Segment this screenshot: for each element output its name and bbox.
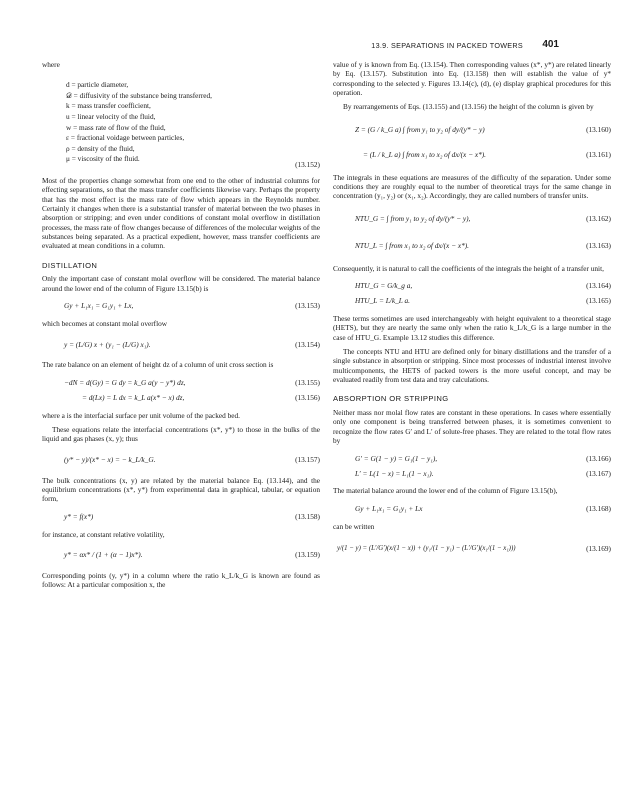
equation-number: (13.167) xyxy=(586,468,611,478)
equation: −dN = d(Gy) = G dy = k_G a(y − y*) dz, xyxy=(64,377,186,387)
equation-row xyxy=(333,208,611,230)
paragraph: The bulk concentrations (x, y) are related by the material balance Eq. (13.144), and the equilibrium concentrations (x*, y*) from experimental data in graphical, tabular, or equation form, xyxy=(42,475,320,504)
paragraph: Corresponding points (y, y*) in a column where the ratio k_L/k_G is known are found as follows: At a particular composition x, the xyxy=(42,570,320,590)
equation-number: (13.161) xyxy=(586,149,611,159)
paragraph: These equations relate the interfacial concentrations (x*, y*) to those in the bulks of the liquid and gas phases (x, y); thus xyxy=(42,424,320,444)
definition-item: k = mass transfer coefficient, xyxy=(66,101,151,111)
equation-number: (13.163) xyxy=(586,240,611,250)
paragraph: for instance, at constant relative volatility, xyxy=(42,529,165,539)
equation-row xyxy=(333,280,611,292)
paragraph: The material balance around the lower end of the column of Figure 13.15(b), xyxy=(333,486,558,496)
equation: L′ = L(1 − x) = L₁(1 − x₁). xyxy=(355,468,434,478)
paragraph: Consequently, it is natural to call the coefficients of the integrals the height of a transfer unit, xyxy=(333,263,604,273)
equation: (y* − y)/(x* − x) = − k_L/k_G. xyxy=(64,454,156,464)
definition-item: ε = fractional voidage between particles, xyxy=(66,133,185,143)
where-label: where xyxy=(42,60,60,69)
equation-row xyxy=(42,511,320,523)
paragraph: Most of the properties change somewhat from one end to the other of industrial columns for effecting separations, so that the mass transfer coefficients likewise vary. Perhaps the property that has the most effect is the mass rate of flow which appears in the Reynolds number. Certainly it changes when there is a substantial transfer of material between the two phases in absorption or stripping; and even under conditions of constant molal overflow in distillation processes, the mass rate of flow changes because of differences of the molecular weights of the substances being separated. As a practical expedient, however, mass transfer coefficients are evaluated at mean conditions in a column. xyxy=(42,175,320,251)
equation: G′ = G(1 − y) = G₁(1 − y₁), xyxy=(355,453,438,463)
definition-item: u = linear velocity of the fluid, xyxy=(66,112,156,122)
equation-number: (13.169) xyxy=(586,544,611,554)
paragraph: Only the important case of constant molal overflow will be considered. The material balance around the lower end of the column of Figure 13.15(b) is xyxy=(42,274,320,293)
equation: NTU_G = ∫ from y₁ to y₂ of dy/(y* − y), xyxy=(355,213,471,223)
section-heading: ABSORPTION OR STRIPPING xyxy=(333,394,449,404)
equation-number: (13.153) xyxy=(295,301,320,311)
paragraph: which becomes at constant molal overflow xyxy=(42,318,168,328)
equation-number: (13.164) xyxy=(586,281,611,291)
equation-row xyxy=(42,377,320,389)
equation-row xyxy=(42,546,320,564)
equation-row xyxy=(42,335,320,353)
paragraph: where a is the interfacial surface per unit volume of the packed bed. xyxy=(42,410,240,420)
equation-row xyxy=(333,452,611,464)
equation-row xyxy=(42,392,320,404)
equation-row xyxy=(333,295,611,307)
equation-number: (13.165) xyxy=(586,296,611,306)
definition-item: w = mass rate of flow of the fluid, xyxy=(66,122,166,132)
equation: Gy + L₁x₁ = G₁y₁ + Lx, xyxy=(64,301,134,311)
equation: y = (L/G) x + (y₁ − (L/G) x₁). xyxy=(64,339,151,349)
paragraph: The concepts NTU and HTU are defined only for binary distillations and the transfer of a single substance in absorption or stripping. Since most processes of industrial interest involve multicomponents, the HETS of packed towers is the more useful concept, and may be evaluated readily from test data and tray calculations. xyxy=(333,346,611,384)
definitions-block xyxy=(42,76,320,169)
equation-number: (13.166) xyxy=(586,453,611,463)
equation-row xyxy=(333,467,611,479)
definition-item: ρ = density of the fluid, xyxy=(66,143,135,153)
equation-number: (13.158) xyxy=(295,511,320,521)
equation: y* = f(x*) xyxy=(64,511,94,521)
equation: HTU_L = L/k_L a. xyxy=(355,296,410,306)
section-title: 13.9. SEPARATIONS IN PACKED TOWERS xyxy=(371,41,523,50)
equation-number: (13.152) xyxy=(295,159,320,169)
page-number: 401 xyxy=(542,39,559,50)
equation: HTU_G = G/k_g a, xyxy=(355,281,413,291)
left-column xyxy=(42,60,320,595)
equation-number: (13.160) xyxy=(586,124,611,134)
paragraph: These terms sometimes are used interchangeably with height equivalent to a theoretical stage (HETS), but they are nearly the same only when the ratio k_L/k_G is a large number in the case of HTU_G. Example 13.12 studies this difference. xyxy=(333,313,611,342)
definition-list xyxy=(66,80,212,165)
definition-item: μ = viscosity of the fluid. xyxy=(66,154,140,164)
equation-number: (13.155) xyxy=(295,377,320,387)
paragraph: value of y is known from Eq. (13.154). Then corresponding values (x*, y*) are related linearly by Eq. (13.157). Substitution into Eq. (13.158) then will establish the value of y* corresponding to the selected y. Figures 13.14(c), (d), (e) display graphical procedures for this operation. xyxy=(333,60,611,97)
paragraph: The rate balance on an element of height dz of a column of unit cross section is xyxy=(42,360,274,370)
equation-number: (13.159) xyxy=(295,550,320,560)
page-header xyxy=(0,40,617,54)
definition-item: 𝒟 = diffusivity of the substance being transferred, xyxy=(66,90,212,100)
equation-row xyxy=(333,538,611,560)
paragraph: By rearrangements of Eqs. (13.155) and (13.156) the height of the column is given by xyxy=(343,102,594,112)
equation-row xyxy=(333,503,611,515)
equation-number: (13.162) xyxy=(586,213,611,223)
equation-number: (13.168) xyxy=(586,503,611,513)
equation: = (L / k_L a) ∫ from x₁ to x₂ of dx/(x − x*). xyxy=(363,149,486,159)
equation: = d(Lx) = L dx = k_L a(x* − x) dz, xyxy=(82,392,185,402)
section-heading: DISTILLATION xyxy=(42,260,98,270)
paragraph: Neither mass nor molal flow rates are constant in these operations. In cases where essentially only one component is being transferred between phases, it is sometimes convenient to recognize the flow rates G′ and L′ of solute-free phases. They are related to the total flow rates by xyxy=(333,407,611,445)
definition-item: d = particle diameter, xyxy=(66,80,129,90)
equation: Z = (G / k_G a) ∫ from y₁ to y₂ of dy/(y* − y) xyxy=(355,124,485,134)
equation-row xyxy=(333,144,611,166)
equation: Gy + L₁x₁ = G₁y₁ + Lx xyxy=(355,503,423,513)
right-column xyxy=(333,60,611,567)
equation-number: (13.154) xyxy=(295,339,320,349)
equation-row xyxy=(333,235,611,257)
paragraph: The integrals in these equations are measures of the difficulty of the separation. Under some conditions they are roughly equal to the number of theoretical trays for the same change in concentration (y₁, y₂) or (x₁, x₂). Accordingly, they are called numbers of transfer units. xyxy=(333,172,611,201)
equation: y/(1 − y) = (L′/G′)(x/(1 − x)) + (y₁/(1 − y₁) − (L′/G′)(x₁/(1 − x₁))) xyxy=(337,544,516,552)
equation-number: (13.156) xyxy=(295,392,320,402)
equation: NTU_L = ∫ from x₁ to x₂ of dx/(x − x*). xyxy=(355,240,469,250)
equation-row xyxy=(42,300,320,312)
paragraph: can be written xyxy=(333,521,375,531)
equation-number: (13.157) xyxy=(295,454,320,464)
equation-row xyxy=(333,119,611,141)
equation: y* = αx* / (1 + (α − 1)x*). xyxy=(64,550,143,560)
equation-row xyxy=(42,451,320,469)
